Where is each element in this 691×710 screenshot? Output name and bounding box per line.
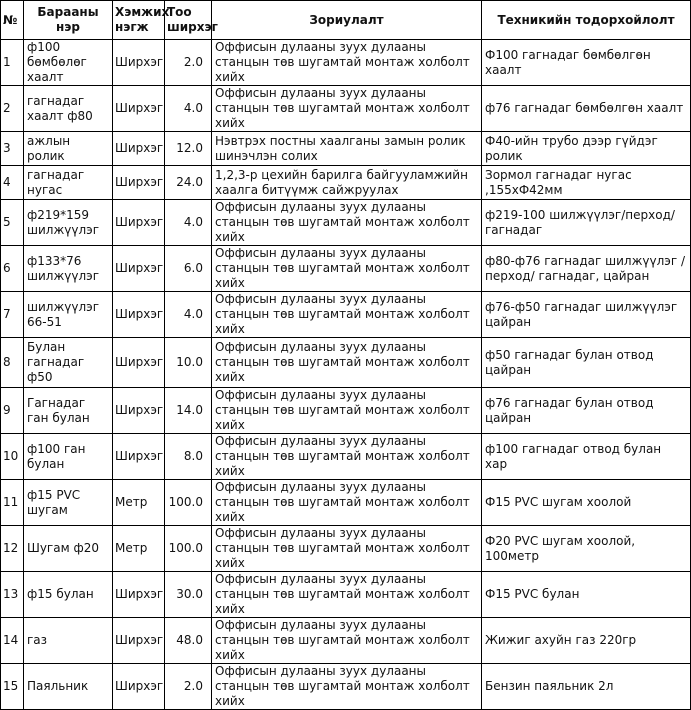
unit: Ширхэг [113,132,165,166]
quantity: 4.0 [165,292,212,338]
table-row [1,618,691,664]
technical-spec: ф100 гагнадаг отвод булан хар [482,434,691,480]
purpose: Оффисын дулааны зуух дулааны станцын төв шугамтай монтаж холболт хийх [212,480,482,526]
header-purpose: Зориулалт [212,1,482,40]
row-number: 15 [1,664,24,710]
quantity: 12.0 [165,132,212,166]
technical-spec: Ф15 PVC шугам хоолой [482,480,691,526]
quantity: 48.0 [165,618,212,664]
header-item-name: Барааны нэр [24,1,113,40]
row-number: 9 [1,388,24,434]
table-header [1,1,691,40]
table-row [1,434,691,480]
item-name: Паяльник [24,664,113,710]
row-number: 8 [1,338,24,388]
purpose: Оффисын дулааны зуух дулааны станцын төв шугамтай монтаж холболт хийх [212,618,482,664]
unit: Ширхэг [113,246,165,292]
row-number: 11 [1,480,24,526]
table-row [1,388,691,434]
row-number: 14 [1,618,24,664]
row-number: 1 [1,40,24,86]
technical-spec: ф76 гагнадаг бөмбөлгөн хаалт [482,86,691,132]
technical-spec: Зормол гагнадаг нугас ,155хФ42мм [482,166,691,200]
row-number: 13 [1,572,24,618]
unit: Ширхэг [113,434,165,480]
quantity: 24.0 [165,166,212,200]
purpose: Оффисын дулааны зуух дулааны станцын төв шугамтай монтаж холболт хийх [212,338,482,388]
item-name: ф100 ган булан [24,434,113,480]
purpose: Оффисын дулааны зуух дулааны станцын төв шугамтай монтаж холболт хийх [212,434,482,480]
row-number: 3 [1,132,24,166]
table-row [1,526,691,572]
header-technical-spec: Техникийн тодорхойлолт [482,1,691,40]
table-row [1,572,691,618]
quantity: 10.0 [165,338,212,388]
technical-spec: Ф40-ийн трубо дээр гүйдэг ролик [482,132,691,166]
purpose: Оффисын дулааны зуух дулааны станцын төв шугамтай монтаж холболт хийх [212,572,482,618]
header-unit: Хэмжих нэгж [113,1,165,40]
row-number: 12 [1,526,24,572]
unit: Ширхэг [113,618,165,664]
row-number: 2 [1,86,24,132]
table-row [1,132,691,166]
unit: Ширхэг [113,338,165,388]
item-name: газ [24,618,113,664]
unit: Ширхэг [113,40,165,86]
quantity: 6.0 [165,246,212,292]
table-row [1,86,691,132]
row-number: 6 [1,246,24,292]
quantity: 2.0 [165,664,212,710]
unit: Ширхэг [113,292,165,338]
table-body [1,40,691,710]
table-row [1,664,691,710]
quantity: 4.0 [165,200,212,246]
unit: Ширхэг [113,86,165,132]
header-quantity: Тоо ширхэг [165,1,212,40]
row-number: 7 [1,292,24,338]
item-name: ф15 PVC шугам [24,480,113,526]
quantity: 2.0 [165,40,212,86]
quantity: 4.0 [165,86,212,132]
quantity: 30.0 [165,572,212,618]
item-name: гагнадаг нугас [24,166,113,200]
unit: Ширхэг [113,200,165,246]
table-row [1,200,691,246]
unit: Ширхэг [113,388,165,434]
quantity: 100.0 [165,480,212,526]
technical-spec: ф76-ф50 гагнадаг шилжүүлэг цайран [482,292,691,338]
table-row [1,480,691,526]
technical-spec: Ф20 PVC шугам хоолой, 100метр [482,526,691,572]
quantity: 14.0 [165,388,212,434]
item-name: ажлын ролик [24,132,113,166]
technical-spec: Жижиг ахуйн газ 220гр [482,618,691,664]
technical-spec: Ф15 PVC булан [482,572,691,618]
item-name: гагнадаг хаалт ф80 [24,86,113,132]
table-row [1,166,691,200]
purpose: Нэвтрэх постны хаалганы замын ролик шинэчлэн солих [212,132,482,166]
technical-spec: Бензин паяльник 2л [482,664,691,710]
quantity: 100.0 [165,526,212,572]
purpose: Оффисын дулааны зуух дулааны станцын төв шугамтай монтаж холболт хийх [212,200,482,246]
unit: Метр [113,480,165,526]
item-name: ф15 булан [24,572,113,618]
purpose: Оффисын дулааны зуух дулааны станцын төв шугамтай монтаж холболт хийх [212,388,482,434]
item-name: ф100 бөмбөлөг хаалт [24,40,113,86]
item-name: ф133*76 шилжүүлэг [24,246,113,292]
header-row [1,1,691,40]
purpose: Оффисын дулааны зуух дулааны станцын төв шугамтай монтаж холболт хийх [212,246,482,292]
purpose: Оффисын дулааны зуух дулааны станцын төв шугамтай монтаж холболт хийх [212,40,482,86]
table-row [1,338,691,388]
item-name: Гагнадаг ган булан [24,388,113,434]
purpose: Оффисын дулааны зуух дулааны станцын төв шугамтай монтаж холболт хийх [212,86,482,132]
table-row [1,292,691,338]
item-name: ф219*159 шилжүүлэг [24,200,113,246]
technical-spec: ф76 гагнадаг булан отвод цайран [482,388,691,434]
row-number: 5 [1,200,24,246]
purpose: Оффисын дулааны зуух дулааны станцын төв шугамтай монтаж холболт хийх [212,292,482,338]
item-name: шилжүүлэг 66-51 [24,292,113,338]
unit: Метр [113,526,165,572]
item-name: Булан гагнадаг ф50 [24,338,113,388]
unit: Ширхэг [113,166,165,200]
technical-spec: ф219-100 шилжүүлэг/перход/ гагнадаг [482,200,691,246]
purpose: 1,2,3-р цехийн барилга байгууламжийн хаалга битүүмж сайжруулах [212,166,482,200]
unit: Ширхэг [113,572,165,618]
header-no: № [1,1,24,40]
item-name: Шугам ф20 [24,526,113,572]
quantity: 8.0 [165,434,212,480]
purpose: Оффисын дулааны зуух дулааны станцын төв шугамтай монтаж холболт хийх [212,526,482,572]
unit: Ширхэг [113,664,165,710]
table-row [1,40,691,86]
table-row [1,246,691,292]
technical-spec: ф80-ф76 гагнадаг шилжүүлэг /перход/ гагнадаг, цайран [482,246,691,292]
technical-spec: ф50 гагнадаг булан отвод цайран [482,338,691,388]
purpose: Оффисын дулааны зуух дулааны станцын төв шугамтай монтаж холболт хийх [212,664,482,710]
row-number: 10 [1,434,24,480]
technical-spec: Ф100 гагнадаг бөмбөлгөн хаалт [482,40,691,86]
row-number: 4 [1,166,24,200]
